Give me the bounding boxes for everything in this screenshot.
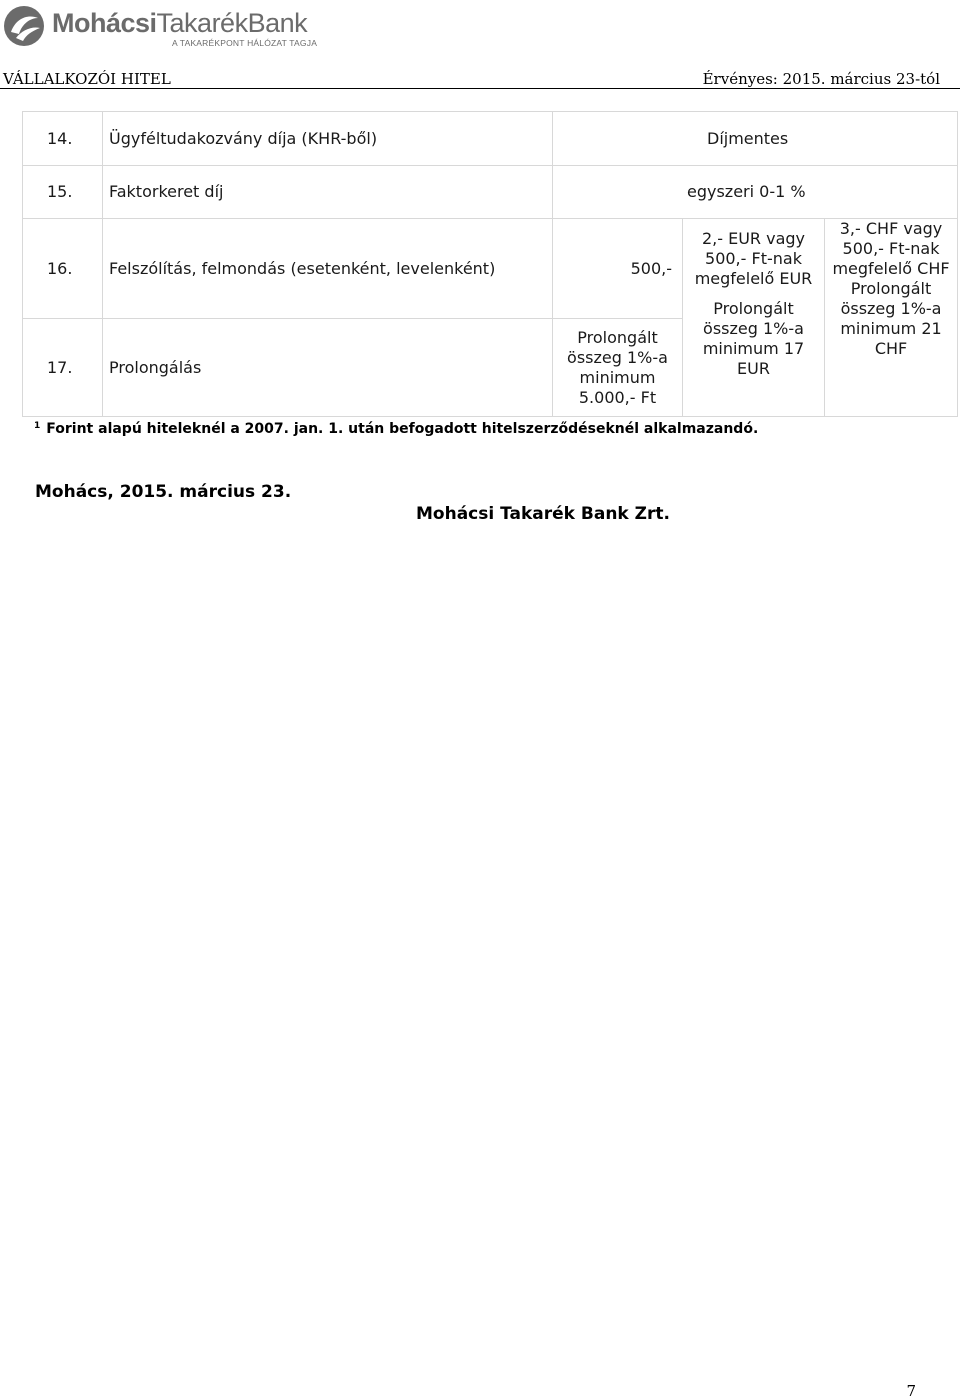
- row-value: Díjmentes: [553, 112, 958, 166]
- chf-fee-text: 3,- CHF vagy 500,- Ft-nak megfelelő CHF: [832, 219, 950, 278]
- bank-logo: [2, 2, 322, 52]
- signatory: Mohácsi Takarék Bank Zrt.: [416, 504, 670, 524]
- bank-logo-tagline: A TAKARÉKPONT HÁLÓZAT TAGJA: [172, 38, 318, 48]
- row-value-huf: Prolongált összeg 1%-a minimum 5.000,- Ft: [553, 319, 683, 417]
- row-label: Felszólítás, felmondás (esetenként, levelenként): [103, 219, 553, 319]
- row-number: 16.: [23, 219, 103, 319]
- row-value-huf: 500,-: [553, 219, 683, 319]
- row-number: 17.: [23, 319, 103, 417]
- footnote-text: Forint alapú hiteleknél a 2007. jan. 1. után befogadott hitelszerződéseknél alkalmazandó.: [46, 421, 759, 437]
- row-label: Ügyféltudakozvány díja (KHR-ből): [103, 112, 553, 166]
- table-row: [23, 112, 958, 166]
- table-row: [23, 219, 958, 319]
- header-divider: [0, 88, 960, 89]
- page-number: 7: [906, 1382, 916, 1400]
- row-number: 15.: [23, 166, 103, 219]
- bank-logo-wordmark: MohácsiTakarékBank: [52, 8, 308, 38]
- row-value: egyszeri 0-1 %: [553, 166, 958, 219]
- row-number: 14.: [23, 112, 103, 166]
- place-and-date: Mohács, 2015. március 23.: [35, 482, 292, 502]
- chf-prolongation-text: Prolongált összeg 1%-a minimum 21 CHF: [840, 279, 942, 358]
- row-value-chf: [825, 219, 958, 417]
- eur-fee-text: 2,- EUR vagy 500,- Ft-nak megfelelő EUR: [694, 229, 813, 288]
- row-label: Faktorkeret díj: [103, 166, 553, 219]
- footnote-mark: 1: [34, 421, 41, 431]
- fee-table: [22, 111, 958, 417]
- footnote: [34, 421, 758, 437]
- bank-logo-emblem-icon: [2, 4, 46, 48]
- row-value-eur: [683, 219, 825, 417]
- table-row: [23, 166, 958, 219]
- eur-prolongation-text: Prolongált összeg 1%-a minimum 17 EUR: [702, 299, 805, 378]
- document-category: VÁLLALKOZÓI HITEL: [3, 70, 171, 88]
- validity-date: Érvényes: 2015. március 23-tól: [702, 70, 940, 88]
- row-label: Prolongálás: [103, 319, 553, 417]
